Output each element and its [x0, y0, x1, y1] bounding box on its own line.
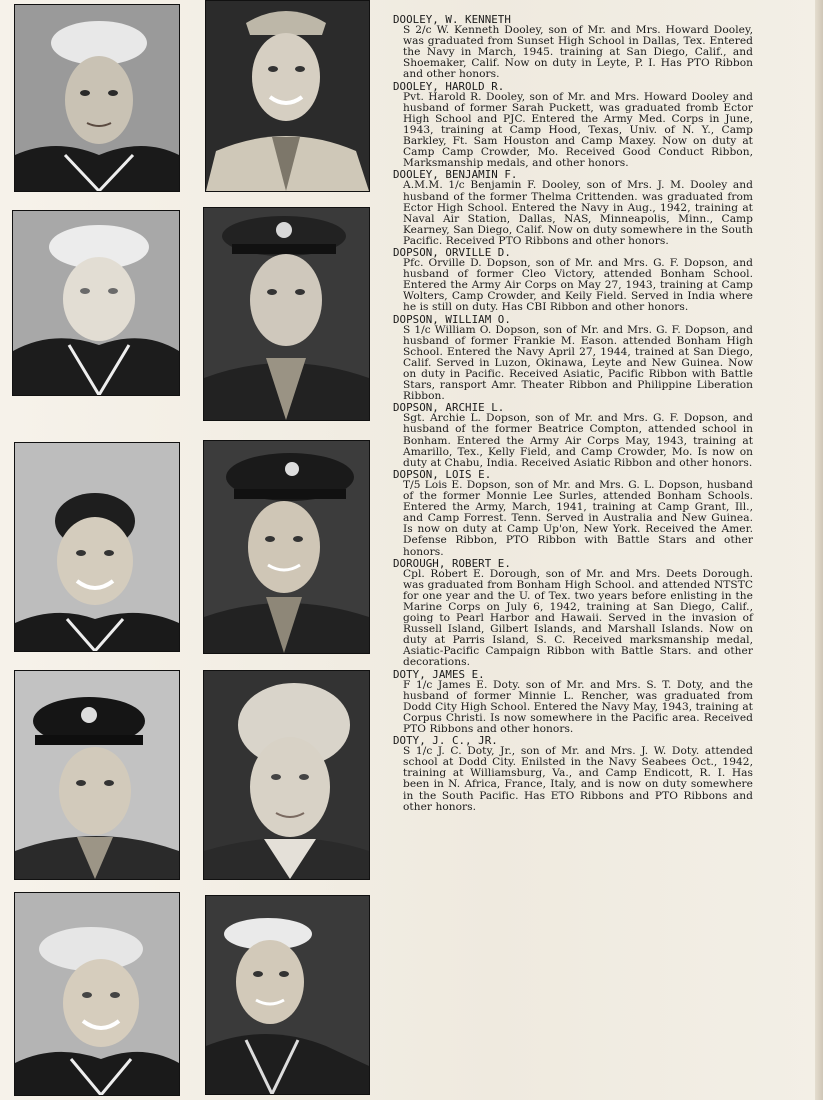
service-member-bio: Cpl. Robert E. Dorough, son of Mr. and Mrs. Deets Dorough. was graduated from Bonham High School. and attended NTSTC for one year and the U. of Tex. two years before enlisting in the Marine Corps on July 6, 1942, training at San Diego, Calif., going to Pearl Harbor and Hawaii. Served in the invasion of Russell Island, Gilbert Islands, and Marshall Islands. Now on duty at Parris Island, S. C. Received marksmanship medal, Asiatic-Pacific Campaign Ribbon with Battle Stars. and other decorations.	[403, 567, 753, 669]
service-member-name: DOTY, J. C., JR.	[393, 734, 498, 748]
bio-entry	[393, 669, 753, 736]
service-member-bio: A.M.M. 1/c Benjamin F. Dooley, son of Mrs. J. M. Dooley and husband of the former Thelma Crittenden. was graduated from Ector High School. Entered the Navy in Aug., 1942, training at Naval Air Station, Dallas, NAS, Minneapolis, Minn., Camp Kearney, San Diego, Calif. Now on duty somewhere in the South Pacific. Received PTO Ribbons and other honors.	[403, 179, 753, 247]
service-member-bio: S 1/c William O. Dopson, son of Mr. and Mrs. G. F. Dopson, and husband of former Frankie M. Eason. attended Bonham High School. Entered the Navy April 27, 1944, trained at San Diego, Calif. Served in Luzon, Okinawa, Leyte and New Guinea. Now on duty in Pacific. Received Asiatic, Pacific Ribbon with Battle Stars, ransport Amr. Theater Ribbon and Philippine Liberation Ribbon.	[403, 323, 753, 403]
service-member-bio: Pvt. Harold R. Dooley, son of Mr. and Mrs. Howard Dooley and husband of former Sarah Puckett, was graduated fromb Ector High School and PJC. Entered the Army Med. Corps in June, 1943, training at Camp Hood, Texas, Univ. of N. Y., Camp Barkley, Ft. Sam Houston and Camp Maxey. Now on duty at Camp Camp Crowder, Mo. Received Good Conduct Ribbon, Marksmanship medals, and other honors.	[403, 90, 753, 170]
service-member-name: DOOLEY, HAROLD R.	[393, 79, 505, 93]
portrait-photo-2	[205, 0, 370, 192]
soldier-portrait-icon	[204, 208, 369, 420]
soldier-portrait-icon	[15, 671, 179, 879]
service-member-name: DOPSON, ARCHIE L.	[393, 401, 505, 415]
service-member-name: DOOLEY, W. KENNETH	[393, 13, 511, 26]
service-member-name: DOOLEY, BENJAMIN F.	[393, 168, 518, 182]
portrait-photo-5	[14, 442, 180, 652]
page-edge	[815, 0, 823, 1100]
soldier-portrait-icon	[206, 1, 369, 191]
bio-entry	[393, 169, 753, 247]
bio-entry	[393, 735, 753, 813]
portrait-photo-7	[14, 670, 180, 880]
portrait-photo-6	[203, 440, 370, 654]
sailor-portrait-icon	[13, 211, 179, 395]
portrait-photo-9	[14, 892, 180, 1096]
bio-entry	[393, 469, 753, 558]
service-member-bio: Sgt. Archie L. Dopson, son of Mr. and Mrs. G. F. Dopson, and husband of the former Beatrice Compton, attended school in Bonham. Entered the Army Air Corps May, 1943, training at Amarillo, Tex., Kelly Field, and Camp Crowder, Mo. Is now on duty at Chabu, India. Received Asiatic Ribbon and other honors.	[403, 412, 753, 469]
bio-entry	[393, 247, 753, 314]
bio-entry	[393, 14, 753, 81]
portrait-photo-4	[203, 207, 370, 421]
bio-entry	[393, 314, 753, 403]
portrait-photo-10	[205, 895, 370, 1095]
service-member-bio: F 1/c James E. Doty. son of Mr. and Mrs. S. T. Doty, and the husband of former Minnie L. Rencher, was graduated from Dodd City High School. Entered the Navy May, 1943, training at Corpus Christi. Is now somewhere in the Pacific area. Received PTO Ribbons and other honors.	[403, 678, 753, 735]
bio-entry	[393, 558, 753, 669]
service-member-name: DOPSON, ORVILLE D.	[393, 245, 511, 259]
sailor-portrait-icon	[15, 443, 179, 651]
service-member-name: DOTY, JAMES E.	[393, 667, 485, 681]
portrait-photo-3	[12, 210, 180, 396]
service-member-bio: S 1/c J. C. Doty, Jr., son of Mr. and Mrs. J. W. Doty. attended school at Dodd City. Enilsted in the Navy Seabees Oct., 1942, training at Williamsburg, Va., and Camp Endicott, R. I. Has been in N. Africa, France, Italy, and is now on duty somewhere in the South Pacific. Has ETO Ribbons and PTO Ribbons and other honors.	[403, 745, 753, 813]
service-member-name: DOPSON, LOIS E.	[393, 467, 492, 481]
portrait-photo-1	[14, 4, 180, 192]
service-member-bio: T/5 Lois E. Dopson, son of Mr. and Mrs. G. L. Dopson, husband of the former Monnie Lee Surles, attended Bonham Schools. Entered the Army, March, 1941, training at Camp Grant, Ill., and Camp Forrest. Tenn. Served in Australia and New Guinea. Is now on duty at Camp Up'on, New York. Received the Amer. Defense Ribbon, PTO Ribbon with Battle Stars and other honors.	[403, 478, 753, 558]
biography-column	[393, 14, 753, 813]
bio-entry	[393, 81, 753, 170]
marine-portrait-icon	[204, 671, 369, 879]
sailor-portrait-icon	[15, 893, 179, 1095]
bio-entry	[393, 402, 753, 469]
soldier-portrait-icon	[204, 441, 369, 653]
service-member-name: DOROUGH, ROBERT E.	[393, 556, 511, 570]
sailor-portrait-icon	[206, 896, 369, 1094]
sailor-portrait-icon	[15, 5, 179, 191]
service-member-bio: Pfc. Orville D. Dopson, son of Mr. and Mrs. G. F. Dopson, and husband of former Cleo Victory, attended Bonham School. Entered the Army Air Corps on May 27, 1943, training at Camp Wolters, Camp Crowder, and Keily Field. Served in India where he is still on duty. Has CBI Ribbon and other honors.	[403, 257, 753, 314]
service-member-bio: S 2/c W. Kenneth Dooley, son of Mr. and Mrs. Howard Dooley, was graduated from Sunset High School in Dallas, Tex. Entered the Navy in March, 1945. training at San Diego, Calif., and Shoemaker, Calif. Now on duty in Leyte, P. I. Has PTO Ribbon and other honors.	[403, 24, 753, 81]
portrait-photo-8	[203, 670, 370, 880]
service-member-name: DOPSON, WILLIAM O.	[393, 312, 511, 326]
